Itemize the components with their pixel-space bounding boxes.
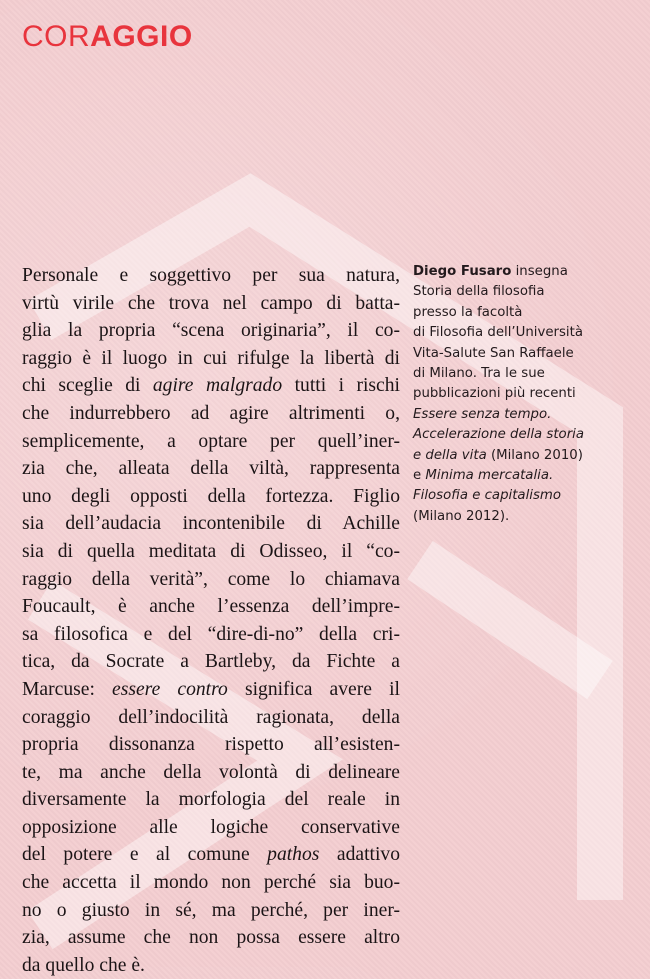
text-line: coraggio dell’indocilità ragionata, della	[22, 706, 400, 728]
text-line: propria dissonanza rispetto all’esisten-	[22, 734, 400, 756]
text-line: tica, da Socrate a Bartleby, da Fichte a	[22, 651, 400, 673]
text-line: semplicemente, a optare per quell’iner-	[22, 430, 400, 452]
text-segment: del potere e al comune	[22, 844, 268, 866]
bio-line: pubblicazioni più recenti	[413, 386, 576, 402]
bio-line: (Milano 2012).	[413, 508, 510, 524]
text-line: sia dell’audacia incontenibile di Achille	[22, 513, 400, 535]
book-title: e della vita	[413, 447, 487, 463]
text-segment: Marcuse:	[22, 678, 113, 700]
text-line: diversamente la morfologia del reale in	[22, 789, 400, 811]
text-line	[22, 676, 400, 704]
text-segment: chi sceglie di	[22, 375, 153, 397]
bio-segment: (Milano 2010)	[486, 447, 583, 463]
bio-line: Storia della filosofia	[413, 284, 545, 300]
text-line: no o giusto in sé, ma perché, per iner-	[22, 899, 400, 921]
text-line: raggio della verità”, come lo chiamava	[22, 568, 400, 590]
bio-line: di Filosofia dell’Università	[413, 325, 583, 341]
author-bio	[413, 262, 638, 527]
book-title: Minima mercatalia.	[425, 468, 554, 484]
book-title: Essere senza tempo.	[413, 406, 552, 422]
bio-segment: insegna	[511, 264, 568, 279]
bio-line	[413, 466, 638, 486]
book-title: Accelerazione della storia	[413, 427, 585, 443]
text-segment: adattivo	[319, 844, 400, 866]
text-line: raggio è il luogo in cui rifulge la libertà di	[22, 347, 400, 369]
main-text	[22, 262, 400, 979]
section-title	[22, 22, 193, 52]
italic-term: pathos	[267, 844, 320, 866]
text-line: uno degli opposti della fortezza. Figlio	[22, 485, 400, 507]
text-line: da quello che è.	[22, 954, 145, 976]
text-line	[22, 372, 400, 400]
author-name: Diego Fusaro	[413, 264, 512, 279]
section-title-bold: AGGIO	[90, 20, 193, 53]
text-line: che accetta il mondo non perché sia buo-	[22, 872, 400, 894]
bio-line: Vita-Salute San Raffaele	[413, 345, 574, 361]
text-segment: significa avere il	[227, 678, 400, 700]
text-line	[22, 841, 400, 869]
book-title: Filosofia e capitalismo	[413, 488, 561, 504]
text-line: che indurrebbero ad agire altrimenti o,	[22, 402, 400, 424]
bio-line	[413, 262, 638, 282]
text-line: Foucault, è anche l’essenza dell’impre-	[22, 596, 400, 618]
text-line: glia la propria “scena originaria”, il co-	[22, 320, 400, 342]
bio-segment: e	[413, 468, 426, 484]
italic-term: agire malgrado	[152, 375, 283, 397]
text-line: sia di quella meditata di Odisseo, il “co-	[22, 540, 400, 562]
bio-line: presso la facoltà	[413, 304, 523, 320]
text-line: sa filosofica e del “dire-di-no” della cri-	[22, 623, 400, 645]
text-line: zia che, alleata della viltà, rappresenta	[22, 458, 400, 480]
text-line: opposizione alle logiche conservative	[22, 816, 400, 838]
text-line: zia, assume che non possa essere altro	[22, 927, 400, 949]
bio-line: di Milano. Tra le sue	[413, 366, 545, 382]
text-segment: tutti i rischi	[282, 375, 400, 397]
italic-term: essere contro	[112, 678, 228, 700]
bio-line	[413, 446, 638, 466]
text-line: Personale e soggettivo per sua natura,	[22, 265, 400, 286]
section-title-light: COR	[22, 20, 91, 53]
text-line: te, ma anche della volontà di delineare	[22, 761, 400, 783]
text-line: virtù virile che trova nel campo di batta-	[22, 292, 400, 314]
